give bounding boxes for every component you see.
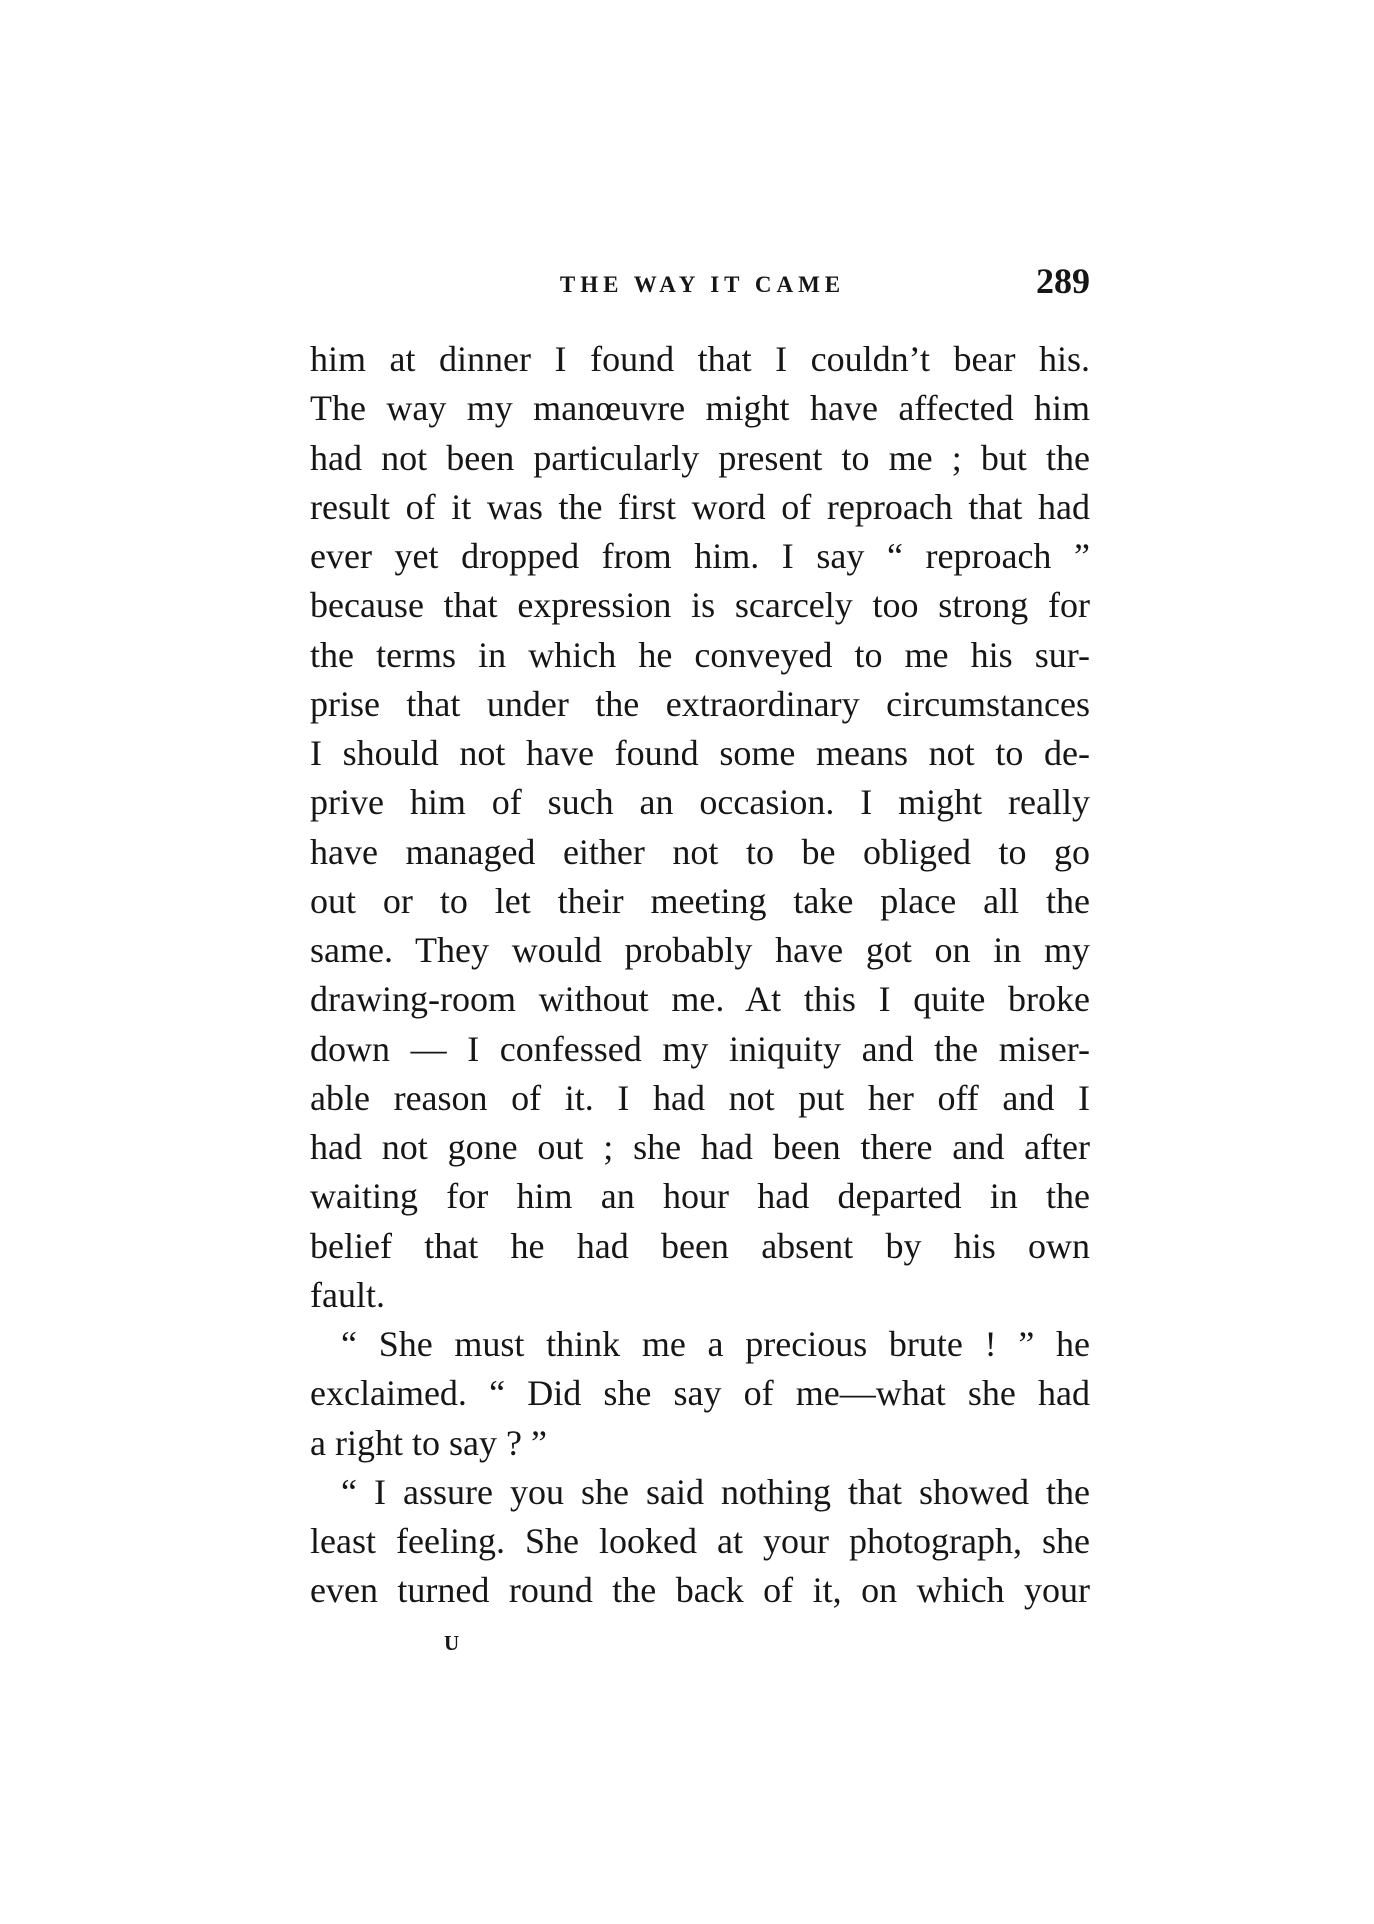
running-head [310, 262, 1090, 308]
body-text [310, 335, 1090, 1616]
text-line: prive him of such an occasion. I might really [310, 782, 1090, 823]
text-line: a right to say ? ” [310, 1422, 547, 1463]
text-line: down — I confessed my iniquity and the miser- [310, 1028, 1090, 1069]
text-line: result of it was the first word of reproach that had [310, 486, 1090, 527]
text-line: even turned round the back of it, on which your [310, 1570, 1090, 1611]
running-title: THE WAY IT CAME [559, 272, 846, 297]
text-line: “ I assure you she said nothing that showed the [341, 1471, 1090, 1512]
text-line: able reason of it. I had not put her off and I [310, 1077, 1090, 1118]
text-line: belief that he had been absent by his own [310, 1225, 1090, 1266]
text-line: The way my manœuvre might have affected him [310, 388, 1090, 429]
text-line: had not gone out ; she had been there and after [310, 1127, 1090, 1167]
text-line: exclaimed. “ Did she say of me—what she had [310, 1373, 1090, 1414]
page-number: 289 [1036, 261, 1090, 301]
text-line: prise that under the extraordinary circumstances [310, 683, 1090, 724]
text-line: because that expression is scarcely too strong for [310, 585, 1090, 626]
text-line: have managed either not to be obliged to go [310, 831, 1090, 872]
text-line: I should not have found some means not to de- [310, 733, 1090, 773]
text-line: fault. [310, 1274, 385, 1315]
text-line: “ She must think me a precious brute ! ” he [341, 1324, 1090, 1364]
text-line: same. They would probably have got on in my [310, 930, 1090, 970]
paragraph-continued [310, 335, 1090, 1320]
text-line: had not been particularly present to me ; but the [310, 437, 1090, 478]
text-line: drawing-room without me. At this I quite broke [310, 979, 1090, 1020]
text-line: out or to let their meeting take place all the [310, 880, 1090, 921]
signature-mark: U [444, 1631, 460, 1655]
paragraph-dialogue [310, 1320, 1090, 1468]
text-line: the terms in which he conveyed to me his sur- [310, 634, 1090, 675]
text-line: ever yet dropped from him. I say “ reproach ” [310, 536, 1090, 576]
text-line: him at dinner I found that I couldn’t bear his. [310, 339, 1090, 379]
text-line: waiting for him an hour had departed in the [310, 1176, 1090, 1217]
paragraph-reply [310, 1468, 1090, 1616]
text-line: least feeling. She looked at your photograph, she [310, 1521, 1090, 1561]
